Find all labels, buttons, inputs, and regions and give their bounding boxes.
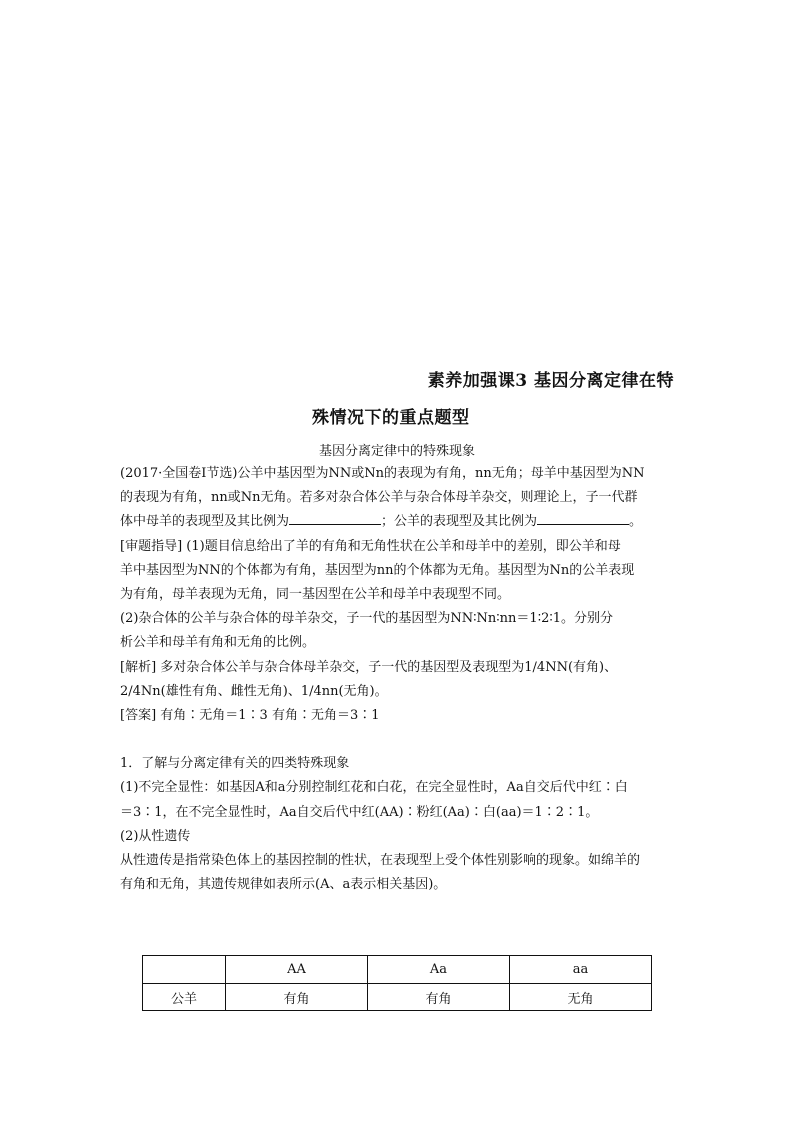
table-header-row bbox=[143, 956, 652, 984]
problem-text: ；公羊的表现型及其比例为 bbox=[381, 514, 538, 530]
table-cell: 有角 bbox=[226, 984, 368, 1011]
table-header-cell: aa bbox=[510, 956, 652, 984]
analysis-line: [解析] 多对杂合体公羊与杂合体母羊杂交，子一代的基因型及表现型为1/4NN(有角)、 bbox=[120, 659, 618, 675]
section-line: ＝3∶1，在不完全显性时，Aa自交后代中红(AA)∶粉红(Aa)∶白(aa)＝1∶2∶1。 bbox=[120, 804, 599, 820]
table-header-cell: AA bbox=[226, 956, 368, 984]
section-line: 从性遗传是指常染色体上的基因控制的性状，在表现型上受个体性别影响的现象。如绵羊的 bbox=[120, 853, 641, 869]
guide-line: (2)杂合体的公羊与杂合体的母羊杂交，子一代的基因型为NN∶Nn∶nn＝1∶2∶1。分别分 bbox=[120, 611, 614, 627]
section-line: (1)不完全显性：如基因A和a分别控制红花和白花，在完全显性时，Aa自交后代中红∶白 bbox=[120, 780, 628, 796]
table-header-cell: Aa bbox=[368, 956, 510, 984]
table-cell: 公羊 bbox=[143, 984, 226, 1011]
guide-line: 羊中基因型为NN的个体都为有角，基因型为nn的个体都为无角。基因型为Nn的公羊表现 bbox=[120, 562, 635, 578]
problem-line: (2017·全国卷Ⅰ节选)公羊中基因型为NN或Nn的表现为有角，nn无角；母羊中基因型为NN bbox=[120, 466, 645, 481]
guide-line: 析公羊和母羊有角和无角的比例。 bbox=[120, 635, 316, 651]
document-body bbox=[120, 462, 676, 897]
problem-text: 体中母羊的表现型及其比例为 bbox=[120, 514, 290, 530]
answer-blank-ewe[interactable] bbox=[289, 510, 381, 525]
section-subtitle: 基因分离定律中的特殊现象 bbox=[318, 444, 475, 459]
problem-line-with-blanks bbox=[120, 510, 676, 534]
answer-line: [答案] 有角∶无角＝1∶3 有角∶无角＝3∶1 bbox=[120, 708, 380, 724]
table-cell: 有角 bbox=[368, 984, 510, 1011]
page-title-line1: 素养加强课3 基因分离定律在特 bbox=[427, 371, 674, 391]
section-line: 有角和无角，其遗传规律如表所示(A、a表示相关基因)。 bbox=[120, 877, 447, 893]
analysis-line: 2/4Nn(雄性有角、雌性无角)、1/4nn(无角)。 bbox=[120, 683, 388, 699]
problem-text: 。 bbox=[629, 514, 643, 530]
problem-line: 的表现为有角，nn或Nn无角。若多对杂合体公羊与杂合体母羊杂交，则理论上，子一代群 bbox=[120, 490, 638, 506]
guide-line: [审题指导] (1)题目信息给出了羊的有角和无角性状在公羊和母羊中的差别，即公羊和母 bbox=[120, 538, 621, 554]
inheritance-table bbox=[142, 955, 652, 1011]
page-title-line2: 殊情况下的重点题型 bbox=[312, 408, 470, 428]
table-row bbox=[143, 984, 652, 1011]
table-cell: 无角 bbox=[510, 984, 652, 1011]
section-line: (2)从性遗传 bbox=[120, 828, 191, 844]
section-heading: 1．了解与分离定律有关的四类特殊现象 bbox=[120, 756, 350, 772]
answer-blank-ram[interactable] bbox=[537, 510, 629, 525]
table-header-cell bbox=[143, 956, 226, 984]
spacer bbox=[120, 728, 676, 752]
guide-line: 为有角，母羊表现为无角，同一基因型在公羊和母羊中表现型不同。 bbox=[120, 587, 511, 603]
